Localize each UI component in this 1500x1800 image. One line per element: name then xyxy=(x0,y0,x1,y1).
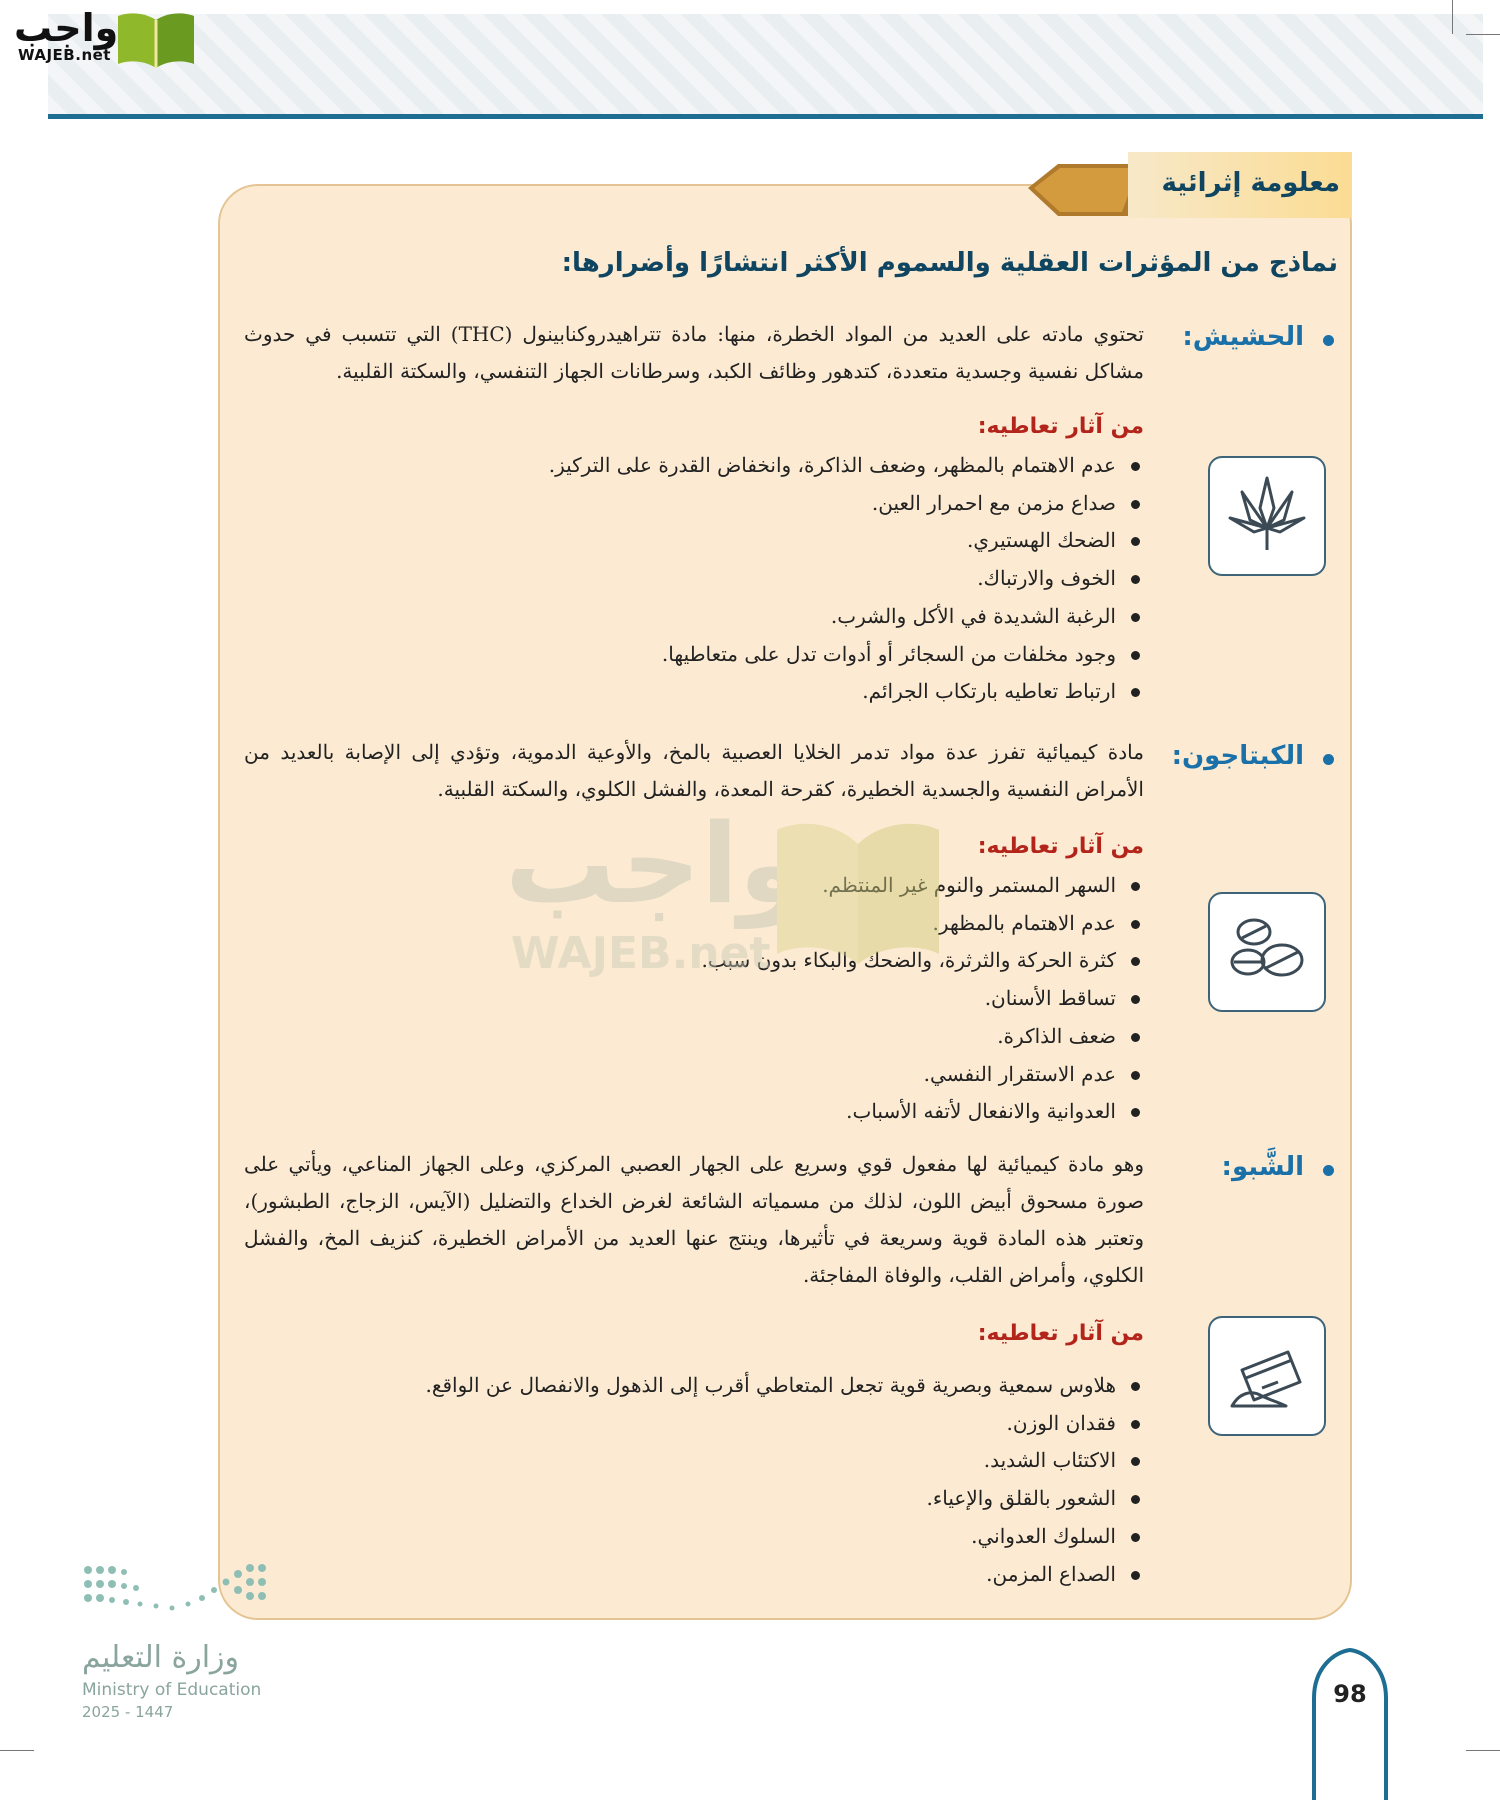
list-item: الرغبة الشديدة في الأكل والشرب. xyxy=(244,598,1144,636)
effects-heading-shabu: من آثار تعاطيه: xyxy=(977,1321,1144,1346)
wajeb-watermark xyxy=(505,800,925,980)
list-item: هلاوس سمعية وبصرية قوية تجعل المتعاطي أقرب إلى الذهول والانفصال عن الواقع. xyxy=(244,1367,1144,1405)
list-item: عدم الاهتمام بالمظهر، وضعف الذاكرة، وانخفاض القدرة على التركيز. xyxy=(244,447,1144,485)
list-item: عدم الاستقرار النفسي. xyxy=(244,1056,1144,1094)
list-item: الخوف والارتباك. xyxy=(244,560,1144,598)
logo-arabic: واجب xyxy=(14,6,119,50)
section-heading-hashish: الحشيش: xyxy=(1182,322,1304,352)
effects-list-hashish xyxy=(244,447,1144,711)
section-description-captagon: مادة كيميائية تفرز عدة مواد تدمر الخلايا العصبية بالمخ، والأوعية الدموية، وتؤدي إلى الإصابة بالعديد من الأمراض النفسية والجسدية الخطيرة، كقرحة المعدة، والفشل الكلوي، والسكتة القلبية. xyxy=(244,740,1144,801)
box-title: نماذج من المؤثرات العقلية والسموم الأكثر انتشارًا وأضرارها: xyxy=(561,248,1338,278)
watermark-latin: WAJEB.net xyxy=(511,928,771,979)
list-item: الضحك الهستيري. xyxy=(244,522,1144,560)
crop-mark xyxy=(0,1750,34,1751)
page-number: 98 xyxy=(1333,1680,1367,1708)
crop-mark xyxy=(1452,0,1453,34)
captagon-icon-box xyxy=(1208,892,1326,1012)
shabu-icon-box xyxy=(1208,1316,1326,1436)
list-item: تساقط الأسنان. xyxy=(244,980,1144,1018)
page-number-tab xyxy=(1310,1648,1390,1800)
section-heading-shabu: الشَّبو: xyxy=(1221,1152,1304,1182)
card-powder-icon xyxy=(1222,1330,1312,1420)
section-heading-captagon: الكبتاجون: xyxy=(1171,741,1304,771)
list-item: عدم الاهتمام بالمظهر. xyxy=(244,905,1144,943)
book-icon xyxy=(116,10,196,68)
logo-latin: WAJEB.net xyxy=(18,46,111,64)
ministry-logo-dots-icon xyxy=(80,1560,270,1630)
list-item: ضعف الذاكرة. xyxy=(244,1018,1144,1056)
header-pattern-band xyxy=(48,14,1483,114)
list-item: الشعور بالقلق والإعياء. xyxy=(244,1480,1144,1518)
list-item: الصداع المزمن. xyxy=(244,1556,1144,1594)
effects-list-shabu xyxy=(244,1367,1144,1593)
effects-heading-hashish: من آثار تعاطيه: xyxy=(977,414,1144,439)
wajeb-logo[interactable] xyxy=(8,6,188,68)
list-item: العدوانية والانفعال لأتفه الأسباب. xyxy=(244,1093,1144,1131)
section-description-shabu: وهو مادة كيميائية لها مفعول قوي وسريع على الجهار العصبي المركزي، وعلى الجهاز المناعي، ويأتي على صورة مسحوق أبيض اللون، لذلك من مسمياته الشائعة لغرض الخداع والتضليل (الآيس، الزجاج، الطبشور)، وتعتبر هذه المادة قوية وسريعة في تأثيرها، وينتج عنها العديد من الأمراض الخطيرة، كنزيف المخ، والفشل الكلوي، وأمراض القلب، والوفاة المفاجئة. xyxy=(244,1152,1144,1287)
ministry-name-arabic: وزارة التعليم xyxy=(82,1640,240,1675)
list-item: الاكتئاب الشديد. xyxy=(244,1442,1144,1480)
ministry-year: 2025 - 1447 xyxy=(82,1703,174,1721)
watermark-book-icon xyxy=(773,814,943,964)
section-description-hashish: تحتوي مادته على العديد من المواد الخطرة، منها: مادة تتراهيدروكنابينول (THC) التي تتسبب في حدوث مشاكل نفسية وجسدية متعددة، كتدهور وظائف الكبد، وسرطانات الجهاز التنفسي، والسكتة القلبية. xyxy=(244,322,1144,383)
crop-mark xyxy=(1466,34,1500,35)
list-item: كثرة الحركة والثرثرة، والضحك والبكاء بدون سبب. xyxy=(244,942,1144,980)
list-item: السلوك العدواني. xyxy=(244,1518,1144,1556)
list-item: فقدان الوزن. xyxy=(244,1405,1144,1443)
ministry-name-english: Ministry of Education xyxy=(82,1680,262,1700)
list-item: وجود مخلفات من السجائر أو أدوات تدل على متعاطيها. xyxy=(244,636,1144,674)
crop-mark xyxy=(1466,1750,1500,1751)
effects-heading-captagon: من آثار تعاطيه: xyxy=(977,834,1144,859)
hashish-icon-box xyxy=(1208,456,1326,576)
list-item: ارتباط تعاطيه بارتكاب الجرائم. xyxy=(244,673,1144,711)
header-divider xyxy=(48,114,1483,119)
watermark-arabic: واجب xyxy=(505,800,807,928)
pills-icon xyxy=(1222,906,1312,996)
enrichment-tag-label: معلومة إثرائية xyxy=(1161,168,1340,198)
cannabis-leaf-icon xyxy=(1222,470,1312,560)
list-item: صداع مزمن مع احمرار العين. xyxy=(244,485,1144,523)
list-item: السهر المستمر والنوم غير المنتظم. xyxy=(244,867,1144,905)
